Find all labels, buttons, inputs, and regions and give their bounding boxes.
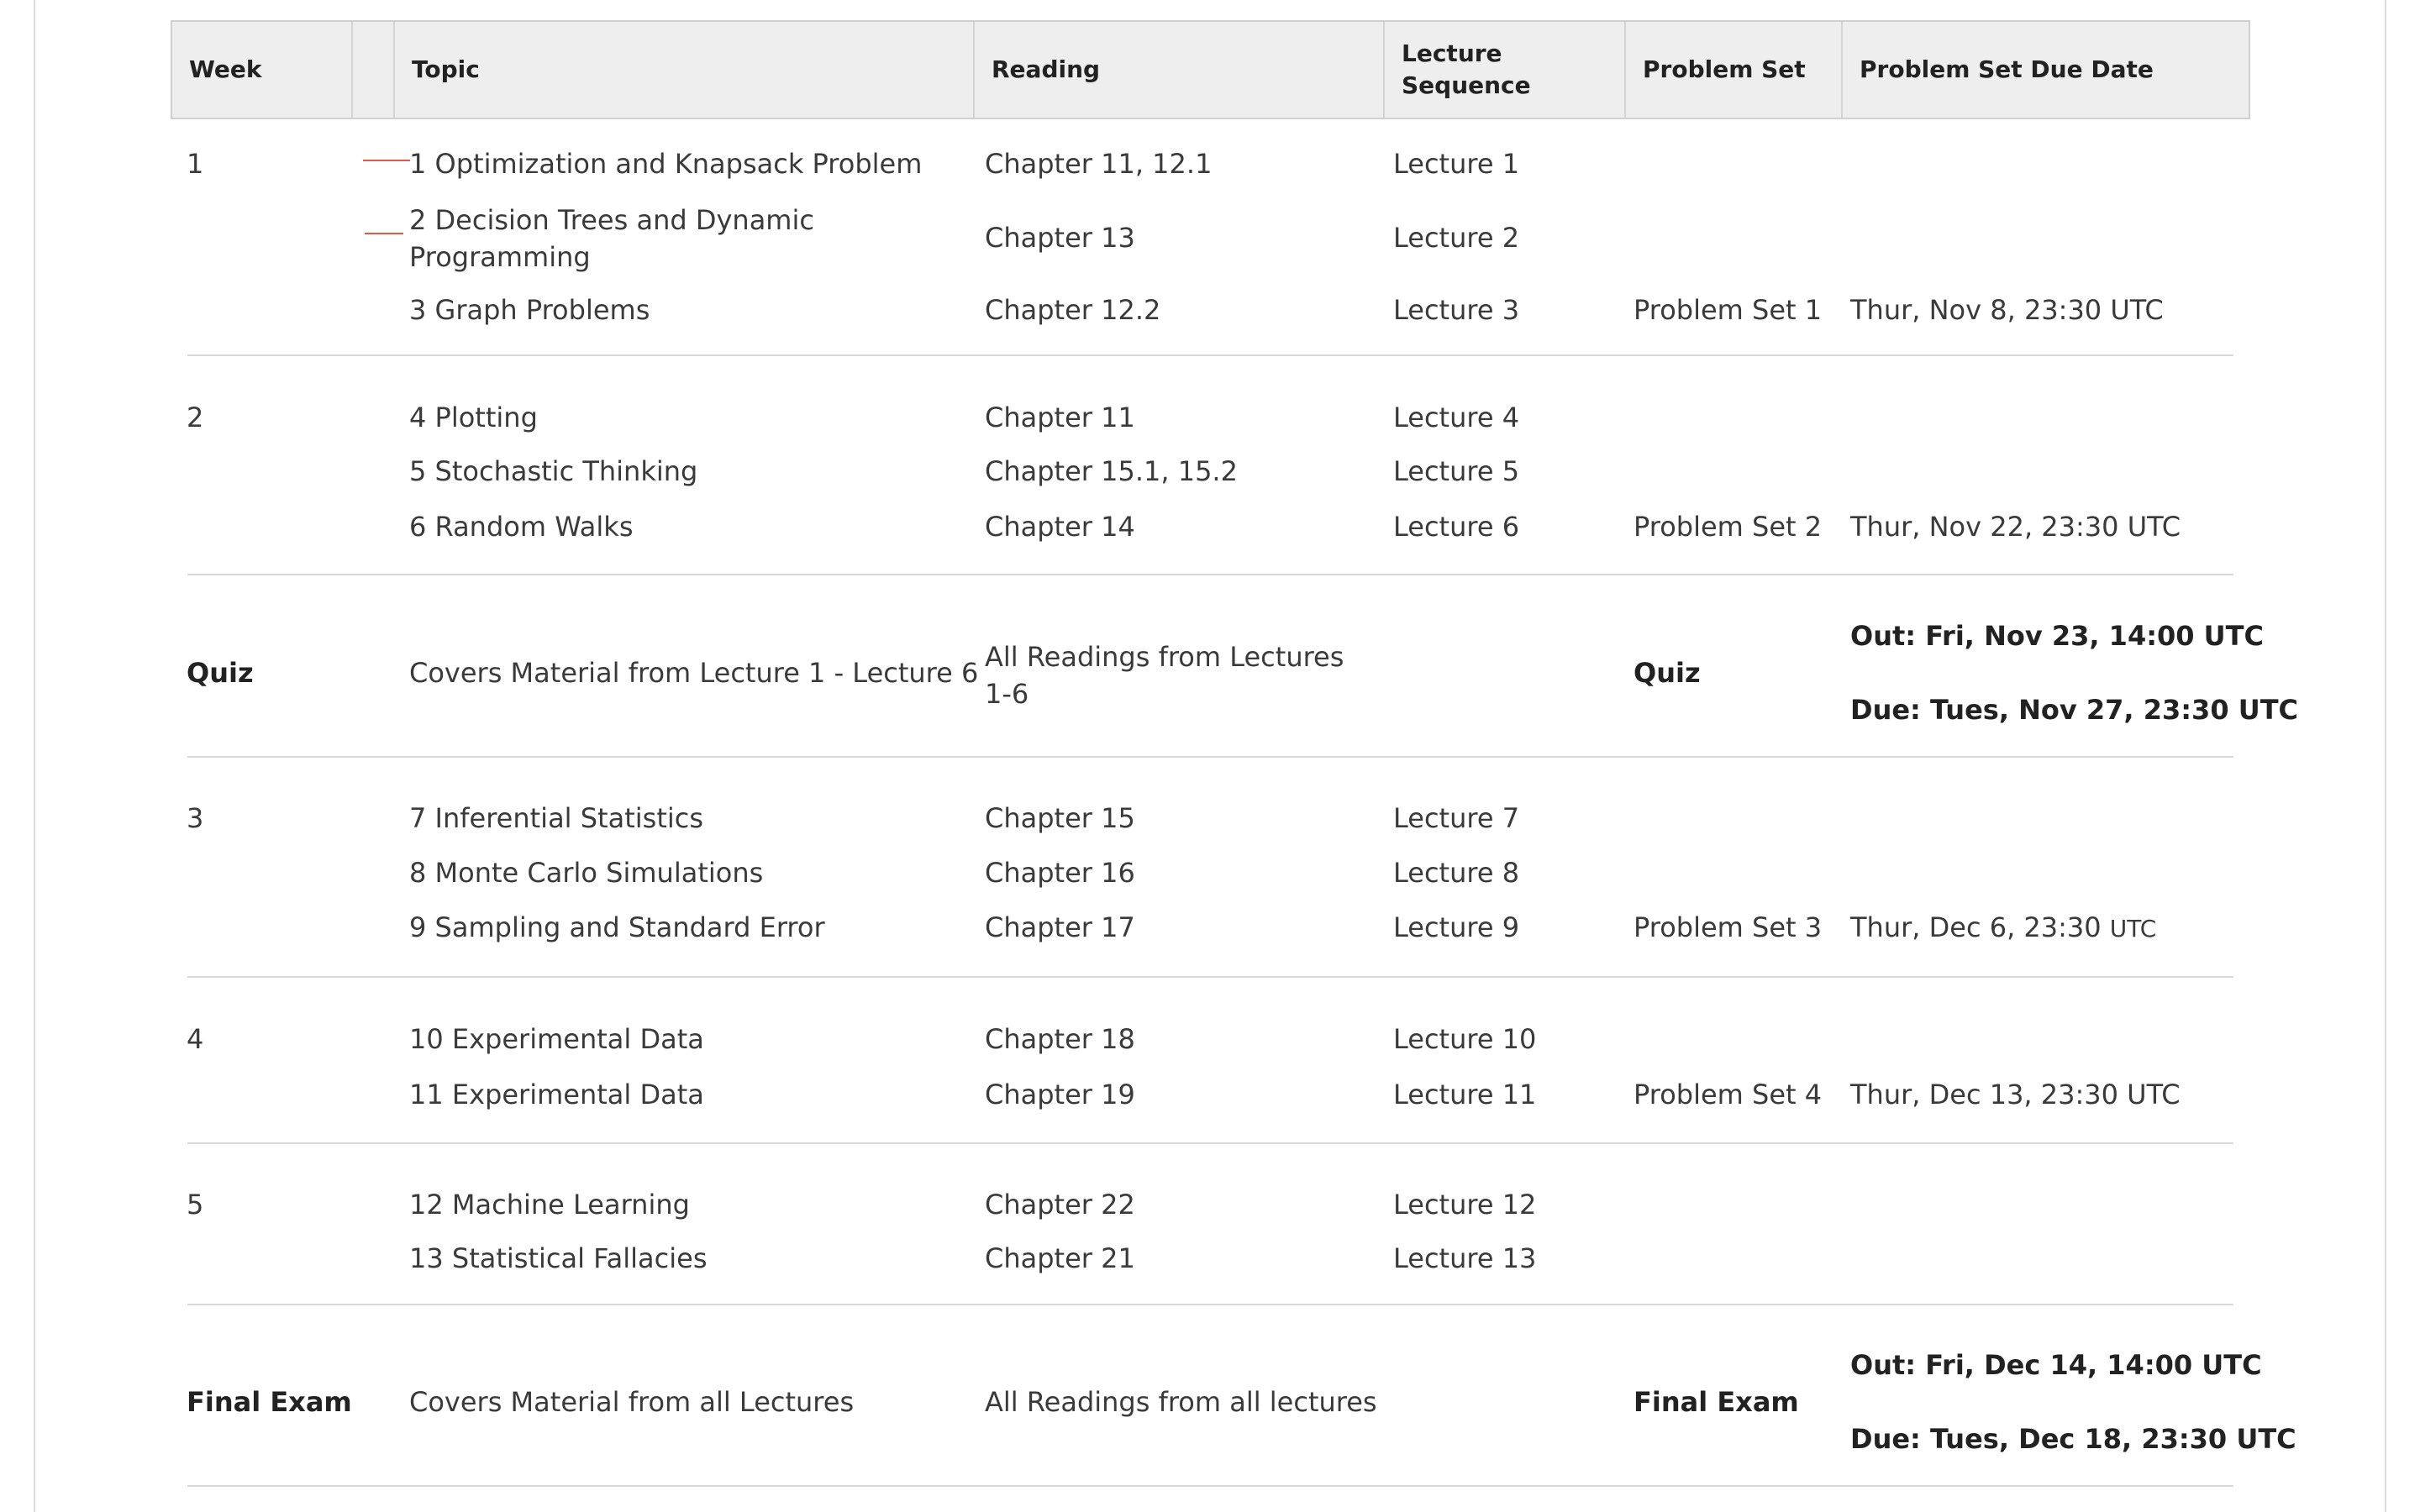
final-exam-reading: All Readings from all lectures (985, 1386, 1377, 1418)
due-date-3-tz: UTC (2109, 915, 2157, 942)
topic-1: 1 Optimization and Knapsack Problem (409, 148, 923, 180)
problem-set-2: Problem Set 2 (1634, 511, 1823, 543)
reading-10: Chapter 18 (985, 1023, 1135, 1055)
reading-11: Chapter 19 (985, 1079, 1135, 1110)
topic-6: 6 Random Walks (409, 511, 634, 543)
reading-12: Chapter 22 (985, 1189, 1135, 1221)
due-date-4: Thur, Dec 13, 23:30 UTC (1850, 1079, 2181, 1110)
week-2-label: 2 (187, 402, 204, 433)
topic-5: 5 Stochastic Thinking (409, 455, 698, 487)
problem-set-1: Problem Set 1 (1634, 294, 1823, 326)
reading-5: Chapter 15.1, 15.2 (985, 455, 1238, 487)
topic-2: 2 Decision Trees and Dynamic Programming (409, 204, 814, 273)
reading-8: Chapter 16 (985, 857, 1135, 889)
header-topic: Topic (395, 22, 975, 118)
quiz-problem-set: Quiz (1634, 657, 1701, 689)
final-exam-problem-set: Final Exam (1634, 1386, 1799, 1418)
reading-6: Chapter 14 (985, 511, 1135, 543)
week-4-label: 4 (187, 1023, 204, 1055)
topic-7: 7 Inferential Statistics (409, 802, 704, 834)
quiz-label: Quiz (187, 657, 254, 689)
row-separator (187, 354, 2233, 356)
header-due-date: Problem Set Due Date (1860, 55, 2154, 83)
lecture-5: Lecture 5 (1393, 455, 1520, 487)
reading-7: Chapter 15 (985, 802, 1135, 834)
spelling-mark (363, 160, 410, 161)
lecture-8: Lecture 8 (1393, 857, 1520, 889)
problem-set-4: Problem Set 4 (1634, 1079, 1823, 1110)
row-separator (187, 756, 2233, 758)
header-lecture-sequence-label: Lecture Sequence (1402, 39, 1531, 99)
topic-4: 4 Plotting (409, 402, 538, 433)
topic-8: 8 Monte Carlo Simulations (409, 857, 764, 889)
problem-set-3: Problem Set 3 (1634, 911, 1823, 943)
lecture-12: Lecture 12 (1393, 1189, 1537, 1221)
lecture-11: Lecture 11 (1393, 1079, 1537, 1110)
lecture-3: Lecture 3 (1393, 294, 1520, 326)
due-date-1: Thur, Nov 8, 23:30 UTC (1850, 294, 2164, 326)
header-reading: Reading (975, 22, 1385, 118)
week-1-label: 1 (187, 148, 204, 180)
lecture-13: Lecture 13 (1393, 1242, 1537, 1274)
week-3-label: 3 (187, 802, 204, 834)
lecture-4: Lecture 4 (1393, 402, 1520, 433)
final-exam-out-date: Out: Fri, Dec 14, 14:00 UTC (1850, 1349, 2262, 1381)
reading-3: Chapter 12.2 (985, 294, 1161, 326)
lecture-2: Lecture 2 (1393, 222, 1520, 254)
table-header (171, 20, 2250, 119)
final-exam-topic: Covers Material from all Lectures (409, 1386, 855, 1418)
header-problem-set: Problem Set (1626, 22, 1843, 118)
spelling-mark (365, 233, 403, 234)
header-blank (353, 22, 395, 118)
topic-12: 12 Machine Learning (409, 1189, 690, 1221)
reading-1: Chapter 11, 12.1 (985, 148, 1213, 180)
lecture-10: Lecture 10 (1393, 1023, 1537, 1055)
reading-4: Chapter 11 (985, 402, 1135, 433)
header-week: Week (172, 22, 353, 118)
row-separator (187, 1142, 2233, 1144)
row-separator (187, 976, 2233, 978)
topic-10: 10 Experimental Data (409, 1023, 704, 1055)
topic-3: 3 Graph Problems (409, 294, 650, 326)
reading-9: Chapter 17 (985, 911, 1135, 943)
reading-13: Chapter 21 (985, 1242, 1135, 1274)
lecture-1: Lecture 1 (1393, 148, 1520, 180)
schedule-table (171, 20, 2250, 119)
due-date-2: Thur, Nov 22, 23:30 UTC (1850, 511, 2181, 543)
topic-13: 13 Statistical Fallacies (409, 1242, 708, 1274)
row-separator (187, 1304, 2233, 1305)
reading-2: Chapter 13 (985, 222, 1135, 254)
quiz-due-date: Due: Tues, Nov 27, 23:30 UTC (1850, 694, 2299, 726)
quiz-topic: Covers Material from Lecture 1 - Lecture 6 (409, 657, 979, 689)
quiz-reading: All Readings from Lectures 1-6 (985, 641, 1344, 710)
due-date-3 (1850, 911, 2156, 943)
row-separator (187, 1485, 2233, 1487)
due-date-3-main: Thur, Dec 6, 23:30 (1850, 911, 2102, 943)
topic-9: 9 Sampling and Standard Error (409, 911, 825, 943)
lecture-7: Lecture 7 (1393, 802, 1520, 834)
row-separator (187, 574, 2233, 575)
final-exam-due-date: Due: Tues, Dec 18, 23:30 UTC (1850, 1423, 2296, 1455)
lecture-6: Lecture 6 (1393, 511, 1520, 543)
lecture-9: Lecture 9 (1393, 911, 1520, 943)
quiz-out-date: Out: Fri, Nov 23, 14:00 UTC (1850, 620, 2264, 652)
header-lecture-sequence (1385, 22, 1626, 118)
final-exam-label: Final Exam (187, 1386, 352, 1418)
week-5-label: 5 (187, 1189, 204, 1221)
topic-11: 11 Experimental Data (409, 1079, 704, 1110)
